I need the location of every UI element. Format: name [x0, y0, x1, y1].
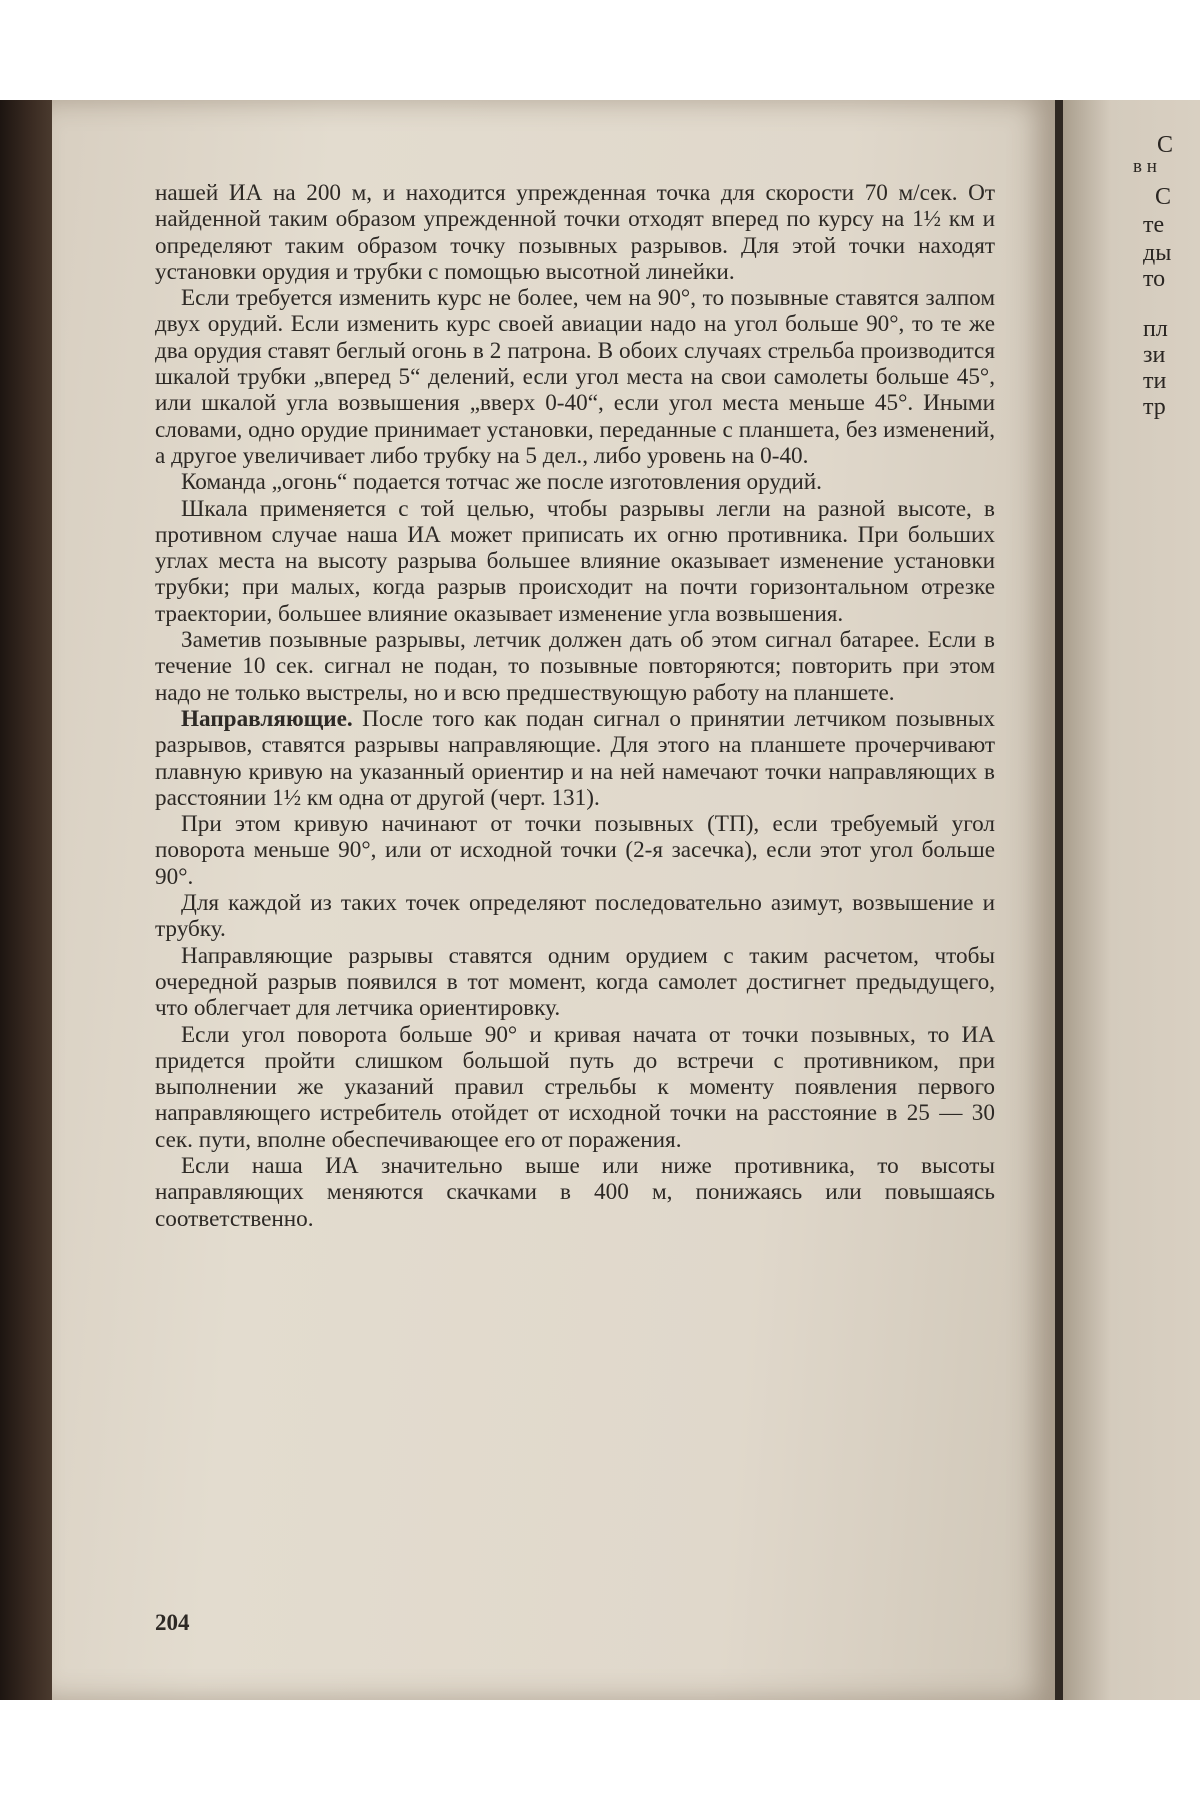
paragraph-6-text: После того как подан сигнал о принятии летчиком позывных разрывов, ставятся разрывы направляющие. Для этого на планшете прочерчивают плавную кривую на указанный ориентир и на ней намечают точки направляющих в расстоянии 1½ км одна от другой (черт. 131).: [155, 705, 995, 811]
paragraph-5: Заметив позывные разрывы, летчик должен дать об этом сигнал батарее. Если в течение 10 сек. сигнал не подан, то позывные повторяются; повторить при этом надо не только выстрелы, но и всю предшествующую работу на планшете.: [155, 627, 995, 706]
paragraph-6: [155, 706, 995, 811]
right-fragment-4: те: [1143, 212, 1165, 238]
page-body-text: [155, 180, 995, 1232]
right-fragment-10: тр: [1143, 394, 1166, 420]
paragraph-6-heading: Направляющие.: [181, 705, 353, 732]
paragraph-1: нашей ИА на 200 м, и находится упрежденная точка для скорости 70 м/сек. От найденной таким образом упрежденной точки отходят вперед по курсу на 1½ км и определяют таким образом точку позывных разрывов. Для этой точки находят установки орудия и трубки с помощью высотной линейки.: [155, 180, 995, 285]
left-page: [52, 100, 1055, 1700]
book-photo: [0, 100, 1200, 1700]
paragraph-11: Если наша ИА значительно выше или ниже противника, то высоты направляющих меняются скачками в 400 м, понижаясь или повышаясь соответственно.: [155, 1152, 995, 1232]
right-fragment-3: С: [1155, 184, 1172, 210]
book-spine-edge: [0, 100, 52, 1700]
right-fragment-6: то: [1143, 266, 1166, 292]
right-fragment-7: пл: [1143, 316, 1168, 342]
paragraph-4: Шкала применяется с той целью, чтобы разрывы легли на разной высоте, в противном случае наша ИА может приписать их огню противника. При больших углах места на высоту разрыва большее влияние оказывает изменение установки трубки; при малых, когда разрыв происходит на почти горизонтальном отрезке траектории, большее влияние оказывает изменение угла возвышения.: [155, 495, 995, 627]
right-fragment-1: С: [1157, 132, 1174, 158]
right-fragment-8: зи: [1143, 342, 1166, 368]
paragraph-9: Направляющие разрывы ставятся одним орудием с таким расчетом, чтобы очередной разрыв появился в тот момент, когда самолет достигнет предыдущего, что облегчает для летчика ориентировку.: [155, 942, 995, 1022]
paragraph-2: Если требуется изменить курс не более, чем на 90°, то позывные ставятся залпом двух орудий. Если изменить курс своей авиации надо на угол больше 90°, то те же два орудия ставят беглый огонь в 2 патрона. В обоих случаях стрельба производится шкалой трубки „вперед 5“ делений, если угол места на свои самолеты больше 45°, или шкалой угла возвышения „вверх 0-40“, если угол места меньше 45°. Иными словами, одно орудие принимает установки, переданные с планшета, без изменений, а другое увеличивает либо трубку на 5 дел., либо уровень на 0-40.: [155, 285, 995, 469]
right-fragment-2: в н: [1133, 156, 1157, 177]
right-page-fragment: [1063, 100, 1200, 1700]
paragraph-10: Если угол поворота больше 90° и кривая начата от точки позывных, то ИА придется пройти слишком большой путь до встречи с противником, при выполнении же указаний правил стрельбы к моменту появления первого направляющего истребитель отойдет от исходной точки на расстояние в 25 — 30 сек. пути, вполне обеспечивающее его от поражения.: [155, 1021, 995, 1153]
paragraph-7: При этом кривую начинают от точки позывных (ТП), если требуемый угол поворота меньше 90°, или от исходной точки (2-я засечка), если этот угол больше 90°.: [155, 811, 995, 890]
paragraph-3: Команда „огонь“ подается тотчас же после изготовления орудий.: [181, 469, 822, 496]
page-number: 204: [155, 1610, 190, 1635]
paragraph-8: Для каждой из таких точек определяют последовательно азимут, возвышение и трубку.: [155, 890, 995, 943]
right-fragment-9: ти: [1143, 368, 1167, 394]
right-fragment-5: ды: [1143, 240, 1172, 266]
